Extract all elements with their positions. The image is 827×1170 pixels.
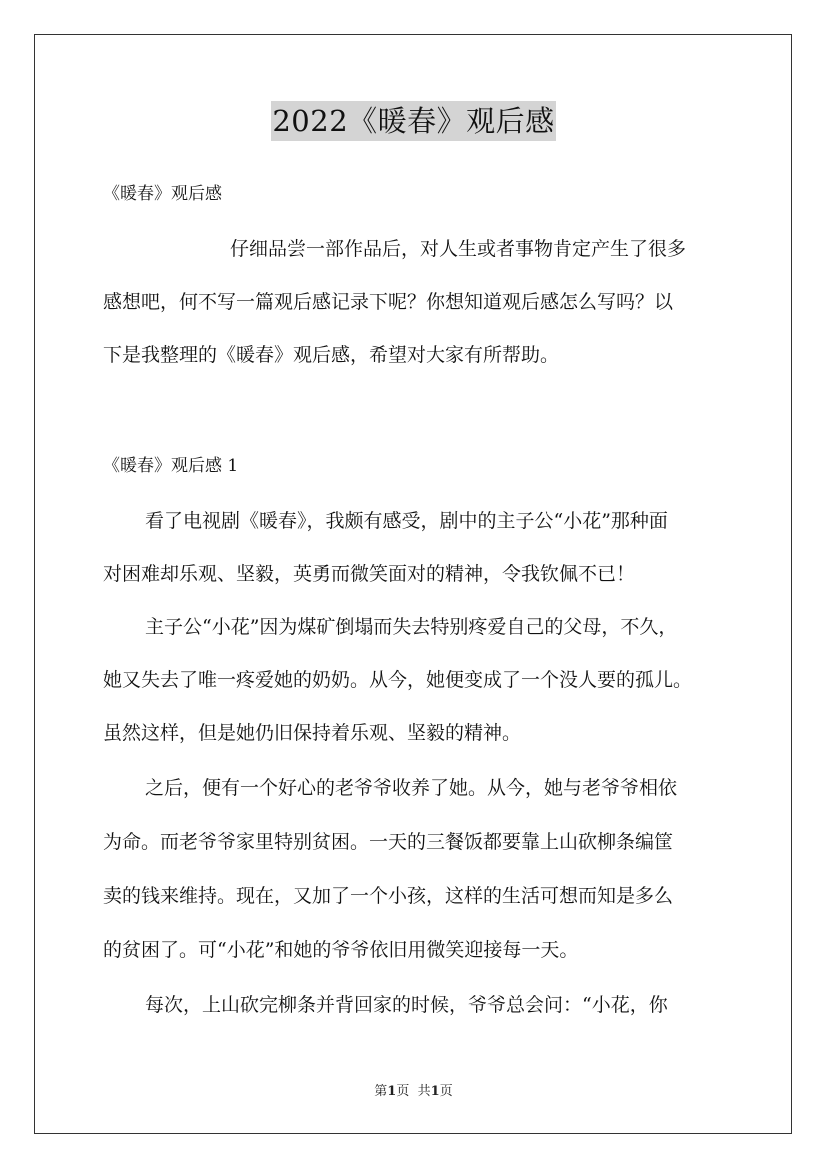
intro-line: 感想吧，何不写一篇观后感记录下呢？你想知道观后感怎么写吗？以 — [103, 291, 674, 313]
intro-line: 仔细品尝一部作品后，对人生或者事物肯定产生了很多 — [230, 238, 687, 260]
intro-line: 下是我整理的《暖春》观后感，希望对大家有所帮助。 — [103, 344, 560, 366]
body-line: 看了电视剧《暖春》，我颇有感受，剧中的主子公“小花”那种面 — [145, 510, 668, 532]
document-title: 2022《暖春》观后感 — [271, 101, 555, 141]
total-prefix: 共 — [417, 1084, 431, 1099]
body-line: 的贫困了。可“小花”和她的爷爷依旧用微笑迎接每一天。 — [103, 939, 579, 961]
section-heading: 《暖春》观后感 1 — [103, 456, 239, 476]
page-suffix: 页 — [396, 1084, 410, 1099]
page-footer — [0, 1083, 827, 1101]
body-line: 卖的钱来维持。现在，又加了一个小孩，这样的生活可想而知是多么 — [103, 885, 674, 907]
subtitle: 《暖春》观后感 — [103, 184, 222, 204]
body-line: 为命。而老爷爷家里特别贫困。一天的三餐饭都要靠上山砍柳条编筐 — [103, 831, 674, 853]
body-line: 对困难却乐观、坚毅，英勇而微笑面对的精神，令我钦佩不已！ — [103, 563, 636, 585]
body-line: 虽然这样，但是她仍旧保持着乐观、坚毅的精神。 — [103, 722, 522, 744]
body-line: 每次，上山砍完柳条并背回家的时候，爷爷总会问：“小花，你 — [145, 994, 668, 1016]
page-prefix: 第 — [374, 1084, 388, 1099]
page-number: 1 — [387, 1084, 397, 1099]
title-container — [0, 101, 827, 141]
body-line: 之后，便有一个好心的老爷爷收养了她。从今，她与老爷爷相依 — [145, 777, 678, 799]
total-suffix: 页 — [439, 1084, 453, 1099]
total-pages: 1 — [430, 1084, 440, 1099]
body-line: 她又失去了唯一疼爱她的奶奶。从今，她便变成了一个没人要的孤儿。 — [103, 669, 693, 691]
body-line: 主子公“小花”因为煤矿倒塌而失去特别疼爱自己的父母，不久， — [145, 616, 678, 638]
